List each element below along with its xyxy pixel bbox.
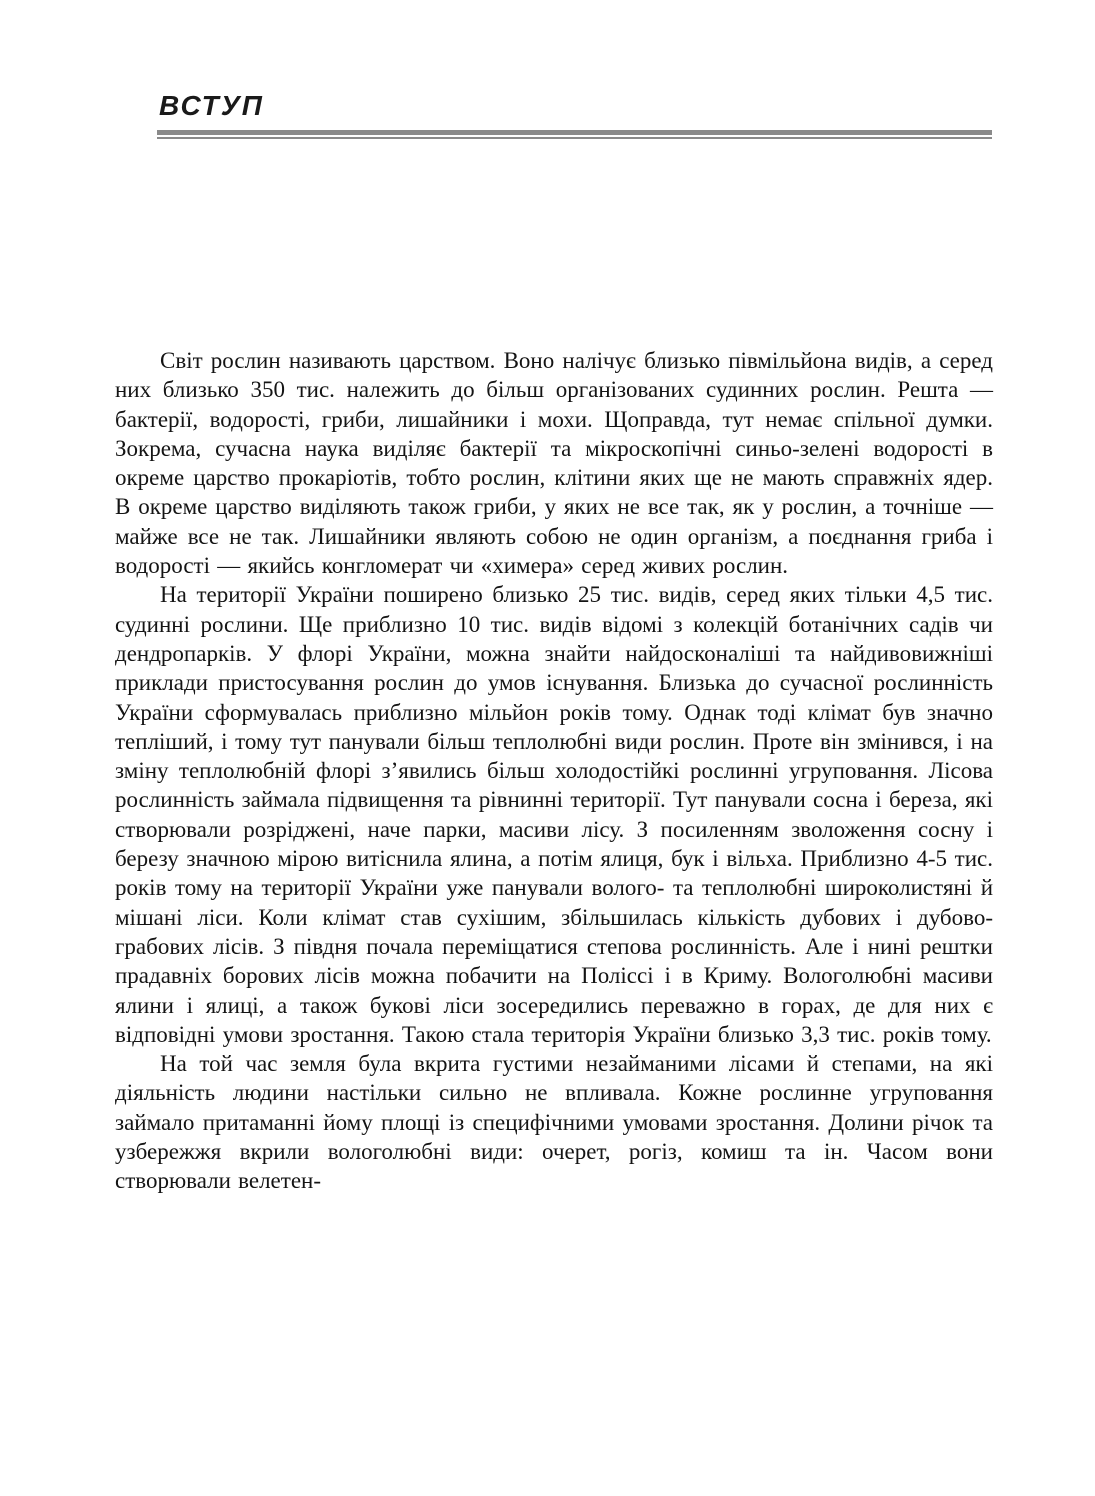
paragraph: Світ рослин називають царством. Воно налічує близько півмільйона видів, а серед них близько 350 тис. належить до більш організованих судинних рослин. Решта — бактерії, водорості, гриби, лишайники і мохи. Щоправда, тут немає спільної думки. Зокрема, сучасна наука виділяє бактерії та мікроскопічні синьо-зелені водорості в окреме царство прокаріотів, тобто рослин, клітини яких ще не мають справжніх ядер. В окреме царство виділяють також гриби, у яких не все так, як у рослин, а точніше — майже все не так. Лишайники являють собою не один організм, а поєднання гриба і водорості — якийсь конгломерат чи «химера» серед живих рослин. — [115, 348, 993, 579]
body-text — [115, 346, 993, 1196]
page-header — [157, 90, 992, 139]
paragraph: На території України поширено близько 25 тис. видів, серед яких тільки 4,5 тис. судинні рослини. Ще приблизно 10 тис. видів відомі з колекцій ботанічних садів чи дендропарків. У флорі України, можна знайти найдосконаліші та найдивовижніші приклади пристосування рослин до умов існування. Близька до сучасної рослинність України сформувалась приблизно мільйон років тому. Однак тоді клімат був значно тепліший, і тому тут панували більш теплолюбні види рослин. Проте він змінився, і на зміну теплолюбній флорі з’явились більш холодостійкі рослинні угруповання. Лісова рослинність займала підвищення та рівнинні території. Тут панували сосна і береза, які створювали розріджені, наче парки, масиви лісу. З посиленням зволоження сосну і березу значною мірою витіснила ялина, а потім ялиця, бук і вільха. Приблизно 4-5 тис. років тому на території України уже панували волого- та теплолюбні широколистяні й мішані ліси. Коли клімат став сухішим, збільшилась кількість дубових і дубово-грабових лісів. З півдня почала переміщатися степова рослинність. Але і нині рештки прадавніх борових лісів можна побачити на Поліссі і в Криму. Вологолюбні масиви ялини і ялиці, а також букові ліси зосередились переважно в горах, де для них є відповідні умови зростання. Такою стала територія України близько 3,3 тис. років тому. — [115, 582, 993, 1047]
title-rule — [157, 130, 992, 139]
page-title: ВСТУП — [159, 90, 264, 121]
paragraph: На той час земля була вкрита густими незайманими лісами й степами, на які діяльність людини настільки сильно не впливала. Кожне рослинне угруповання займало притаманні йому площі із специфічними умовами зростання. Долини річок та узбережжя вкрили вологолюбні види: очерет, рогіз, комиш та ін. Часом вони створювали велетен- — [115, 1051, 993, 1194]
